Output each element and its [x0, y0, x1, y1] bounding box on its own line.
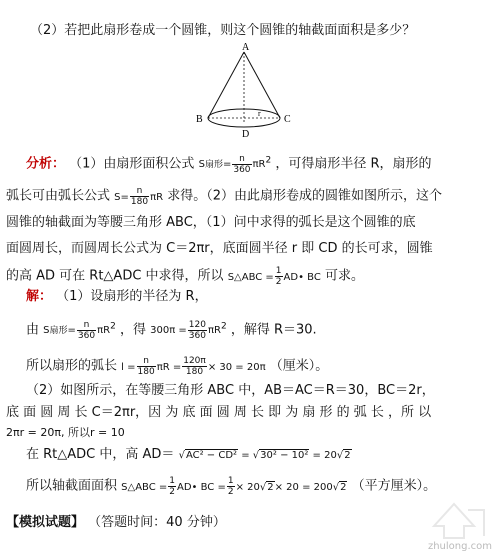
label-b: B: [196, 114, 203, 125]
solution-line-8: 所以轴截面面积 S△ABC = $\frac{1}{2}$ AD• BC = $\frac{1}{2}$ × 20√2× 20 = 200√2 （平方厘米）。: [26, 476, 437, 497]
label-a: A: [242, 42, 250, 53]
label-d: D: [242, 129, 250, 140]
practice-title: 【模拟试题】: [6, 515, 85, 530]
triangle-area-formula: S△ABC = $\frac{1}{2}$ AD• BC: [227, 266, 321, 287]
label-r: r: [258, 109, 261, 118]
solution-line-5: 底 面 圆 周 长 C＝2πr，因 为 底 面 圆 周 长 即 为 扇 形 的 弧 长 ，所 以: [6, 405, 432, 420]
solution-line-6: 2πr = 20π, 所以r = 10: [6, 426, 125, 439]
analysis-line-2: 弧长可由弧长公式 S= $\frac{n}{180}$ πR 求得。（2）由此扇形卷成的圆锥如图所示，这个: [6, 186, 442, 207]
solution-line-1: 解： （1）设扇形的半径为 R，: [26, 289, 208, 304]
analysis-line-1: 分析： （1）由扇形面积公式 S扇形= $\frac{n}{360}$ $\pi R^2$ ，可得扇形半径 R，扇形的: [26, 153, 432, 175]
solution-line-3: 所以扇形的弧长 l = $\frac{n}{180}$ πR = $\frac{120\pi}{180}$ × 30 = 20π （厘米）。: [26, 356, 329, 377]
solution-line-7: 在 Rt△ADC 中，高 AD＝ √AC² − CD² = √30² − 10² = 20√2: [26, 447, 351, 462]
label-c: C: [284, 114, 291, 125]
analysis-label: 分析：: [26, 156, 66, 172]
answer-time: （答题时间：40 分钟）: [88, 515, 226, 530]
analysis-line-4: 面圆周长，而圆周长公式为 C＝2πr，底面圆半径 r 即 CD 的长可求，圆锥: [6, 241, 433, 256]
analysis-line-3: 圆锥的轴截面为等腰三角形 ABC，（1）问中求得的弧长是这个圆锥的底: [6, 215, 416, 230]
solution-label: 解：: [26, 289, 53, 304]
question-text: （2）若把此扇形卷成一个圆锥，则这个圆锥的轴截面面积是多少？: [30, 23, 416, 38]
footer-line: [6, 514, 226, 532]
cone-diagram: [190, 40, 310, 140]
analysis-line-5: 的高 AD 可在 Rt△ADC 中求得，所以 S△ABC = $\frac{1}{2}$ AD• BC 可求。: [6, 266, 364, 287]
watermark-logo: [424, 496, 494, 542]
solution-line-2: 由 S扇形= $\frac{n}{360}$ $\pi R^2$ ，得 300π = $\frac{120}{360}$ $\pi R^2$ ，解得 R＝30.: [26, 319, 317, 341]
solution-line-4: （2）如图所示，在等腰三角形 ABC 中，AB＝AC＝R＝30，BC＝2r，: [26, 383, 435, 398]
arc-length-formula: S= $\frac{n}{180}$ πR: [114, 186, 164, 207]
watermark-text: zhulong.com: [427, 541, 492, 552]
sector-area-formula: S扇形= $\frac{n}{360}$ $\pi R^2$: [198, 153, 272, 175]
